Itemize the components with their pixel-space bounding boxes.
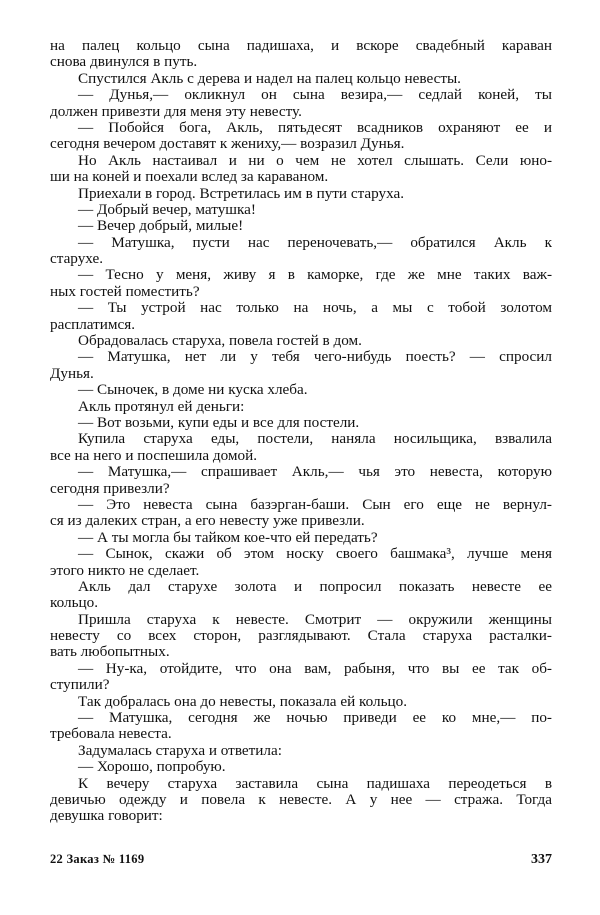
paragraph [50, 776, 552, 825]
paragraph [50, 186, 552, 202]
text-line: сегодня привезли? [50, 480, 170, 497]
text-line: девушка говорит: [50, 808, 163, 825]
page-footer [50, 852, 552, 868]
text-line: снова двинулся в путь. [50, 54, 198, 71]
text-line: — Дунья,— окликнул он сына везира,— седлай коней, ты [78, 87, 552, 104]
text-line: Задумалась старуха и ответила: [78, 742, 282, 759]
text-line: ных гостей поместить? [50, 283, 200, 300]
text-line: ся из далеких стран, а его невесту уже привезли. [50, 513, 365, 530]
text-line: Спустился Акль с дерева и надел на палец кольцо невесты. [78, 70, 461, 87]
text-line: девичью одежду и повела к невесте. А у нее — стража. Тогда [50, 791, 552, 808]
paragraph [50, 759, 552, 775]
text-line: сегодня вечером доставят к жениху,— возразил Дунья. [50, 136, 405, 153]
paragraph [50, 579, 552, 612]
text-line: — Сыночек, в доме ни куска хлеба. [78, 382, 308, 399]
paragraph [50, 87, 552, 120]
paragraph [50, 382, 552, 398]
paragraph [50, 661, 552, 694]
paragraph [50, 218, 552, 234]
printer-signature: 22 Заказ № 1169 [50, 852, 145, 866]
text-line: — Это невеста сына базэрган-баши. Сын его еще не вернул- [78, 496, 552, 513]
paragraph [50, 349, 552, 382]
text-line: — Матушка, пусти нас переночевать,— обратился Акль к [78, 234, 552, 251]
text-line: — Ты устрой нас только на ночь, а мы с тобой золотом [78, 300, 552, 317]
text-line: Так добралась она до невесты, показала ей кольцо. [78, 693, 408, 710]
text-line: — Добрый вечер, матушка! [78, 201, 256, 218]
paragraph [50, 235, 552, 268]
text-line: — Ну-ка, отойдите, что она вам, рабыня, что вы ее так об- [78, 660, 552, 677]
paragraph [50, 333, 552, 349]
text-line: — А ты могла бы тайком кое-что ей передать? [78, 529, 378, 546]
text-line: кольцо. [50, 595, 99, 612]
text-line: все на него и поспешила домой. [50, 447, 258, 464]
text-line: вать любопытных. [50, 644, 170, 661]
text-line: Приехали в город. Встретилась им в пути старуха. [78, 185, 405, 202]
text-line: — Хорошо, попробую. [78, 759, 226, 776]
paragraph [50, 497, 552, 530]
paragraph [50, 464, 552, 497]
text-line: Дунья. [50, 365, 94, 382]
paragraph [50, 300, 552, 333]
text-line: требовала невеста. [50, 726, 172, 743]
text-line: должен привезти для меня эту невесту. [50, 103, 302, 120]
text-line: — Вот возьми, купи еды и все для постели. [78, 414, 360, 431]
text-line: Купила старуха еды, постели, наняла носильщика, взвалила [78, 431, 552, 448]
paragraph [50, 153, 552, 186]
paragraph [50, 530, 552, 546]
text-line: Акль протянул ей деньги: [78, 398, 245, 415]
paragraph [50, 120, 552, 153]
text-line: К вечеру старуха заставила сына падишаха переодеться в [78, 775, 552, 792]
text-line: — Матушка, сегодня же ночью приведи ее ко мне,— по- [78, 710, 552, 727]
paragraph [50, 399, 552, 415]
paragraph [50, 71, 552, 87]
paragraph [50, 202, 552, 218]
text-line: — Побойся бога, Акль, пятьдесят всадников охраняют ее и [78, 119, 552, 136]
text-line: невесту со всех сторон, разглядывают. Стала старуха расталки- [50, 628, 552, 645]
paragraph [50, 431, 552, 464]
text-line: Пришла старуха к невесте. Смотрит — окружили женщины [78, 611, 552, 628]
paragraph [50, 415, 552, 431]
text-line: Акль дал старухе золота и попросил показать невесте ее [78, 578, 552, 595]
text-line: — Матушка,— спрашивает Акль,— чья это невеста, которую [78, 464, 552, 481]
text-line: Но Акль настаивал и ни о чем не хотел слышать. Сели юно- [78, 152, 552, 169]
paragraph [50, 743, 552, 759]
paragraph [50, 546, 552, 579]
paragraph [50, 267, 552, 300]
page-number: 337 [531, 852, 552, 867]
text-line: на палец кольцо сына падишаха, и вскоре свадебный караван [50, 38, 552, 54]
paragraph [50, 612, 552, 661]
page-body [50, 38, 552, 825]
text-line: — Вечер добрый, милые! [78, 218, 244, 235]
text-line: — Матушка, нет ли у тебя чего-нибудь поесть? — спросил [78, 349, 552, 366]
paragraph [50, 694, 552, 710]
paragraph [50, 38, 552, 71]
text-line: ши на коней и поехали вслед за караваном. [50, 169, 329, 186]
text-line: — Тесно у меня, живу я в каморке, где же мне таких важ- [78, 267, 552, 284]
text-line: ступили? [50, 677, 110, 694]
text-line: — Сынок, скажи об этом носку своего башмака³, лучше меня [78, 546, 552, 563]
text-line: расплатимся. [50, 316, 136, 333]
text-line: старухе. [50, 251, 104, 268]
text-line: Обрадовалась старуха, повела гостей в дом. [78, 333, 362, 350]
paragraph [50, 710, 552, 743]
text-line: этого никто не сделает. [50, 562, 200, 579]
